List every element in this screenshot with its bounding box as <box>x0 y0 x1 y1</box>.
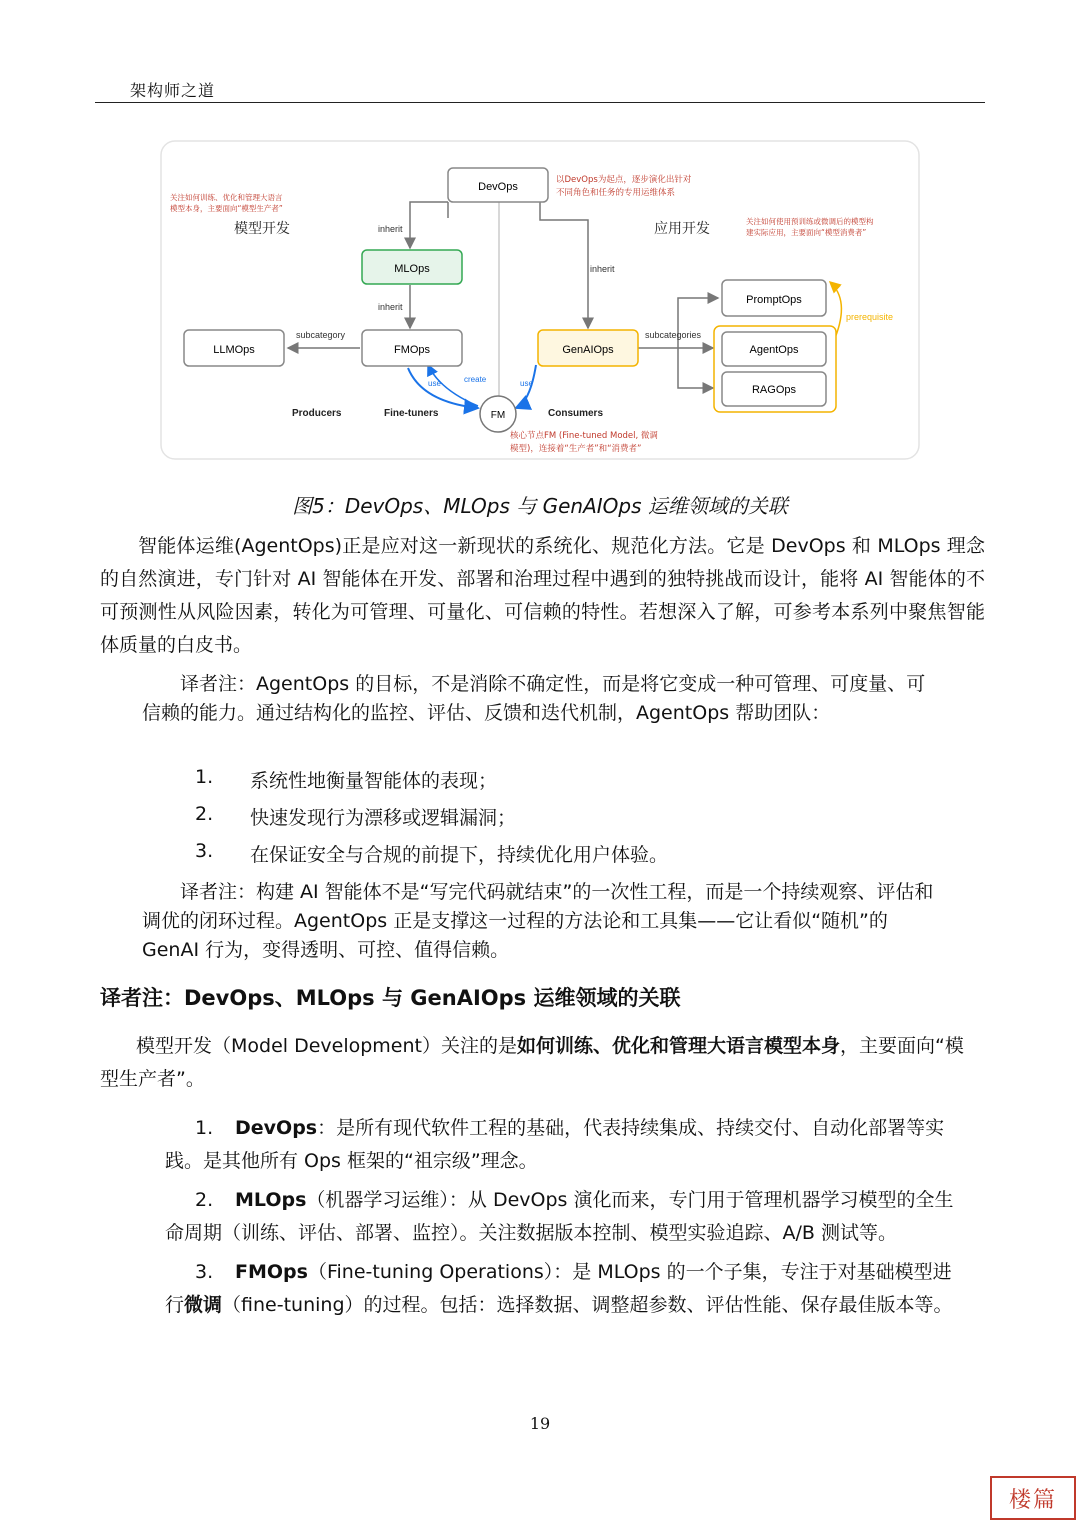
node-genaiops <box>538 330 638 366</box>
list-item: 3. 在保证安全与合规的前提下，持续优化用户体验。 <box>195 840 669 866</box>
label-producers: Producers <box>292 408 342 419</box>
edge-label-create: create <box>464 375 487 384</box>
node-fm <box>480 396 516 432</box>
annotation-left-1: 关注如何训练、优化和管理大语言 <box>170 193 283 202</box>
region-app-dev: 应用开发 <box>654 221 710 237</box>
ops-relationship-diagram <box>160 140 920 460</box>
definition-devops: 1. DevOps：是所有现代软件工程的基础，代表持续集成、持续交付、自动化部署等实践。是其他所有 Ops 框架的“祖宗级”理念。 <box>165 1117 945 1172</box>
annotation-bottom-1: 核心节点FM (Fine-tuned Model, 微调 <box>510 431 658 441</box>
list-item: 1. 系统性地衡量智能体的表现； <box>195 766 498 792</box>
svg-text:RAGOps: RAGOps <box>751 384 797 396</box>
svg-text:AgentOps: AgentOps <box>749 344 799 356</box>
model-dev-paragraph: 模型开发（Model Development）关注的是如何训练、优化和管理大语言模型本身，主要面向“模型生产者”。 <box>100 1035 964 1090</box>
edge-label-prerequisite: prerequisite <box>846 312 894 322</box>
edge-label-subcategory: subcategory <box>296 330 346 340</box>
svg-text:GenAIOps: GenAIOps <box>562 344 614 356</box>
svg-text:PromptOps: PromptOps <box>746 294 802 306</box>
paragraph-agentops: 智能体运维(AgentOps)正是应对这一新现状的系统化、规范化方法。它是 DevOps 和 MLOps 理念的自然演进，专门针对 AI 智能体在开发、部署和治理过程中遇到的独特挑战而设计，能将 AI 智能体的不可预测性从风险因素，转化为可管理、可量化、可信赖的特性。若想深入了解，可参考本系列中聚焦智能体质量的白皮书。 <box>100 535 985 656</box>
edge-label-use-left: use <box>428 379 441 388</box>
node-devops <box>448 168 548 202</box>
edge-label-inherit-1: inherit <box>378 224 403 234</box>
running-header: 架构师之道 <box>130 81 216 100</box>
svg-text:DevOps: DevOps <box>478 181 518 193</box>
annotation-right-1: 关注如何使用预训练或微调后的模型构 <box>746 217 874 226</box>
region-model-dev: 模型开发 <box>234 221 290 237</box>
agentops-benefits-list <box>195 766 668 877</box>
label-finetuners: Fine-tuners <box>384 408 439 419</box>
node-agentops <box>722 332 826 366</box>
svg-text:FMOps: FMOps <box>393 344 431 356</box>
annotation-left-2: 模型本身，主要面向“模型生产者” <box>170 204 283 213</box>
page-number: 19 <box>529 1414 551 1433</box>
label-consumers: Consumers <box>548 408 604 419</box>
annotation-bottom-2: 模型)，连接着“生产者”和“消费者” <box>510 444 642 454</box>
node-llmops <box>184 330 284 366</box>
node-mlops <box>362 250 462 284</box>
annotation-top-2: 不同角色和任务的专用运维体系 <box>556 188 676 198</box>
node-promptops <box>722 280 826 316</box>
svg-text:FM: FM <box>490 410 506 421</box>
svg-text:MLOps: MLOps <box>394 263 430 275</box>
node-fmops <box>362 330 462 366</box>
list-item: 2. 快速发现行为漂移或逻辑漏洞； <box>195 803 517 829</box>
publisher-seal: 楼篇 <box>990 1476 1076 1520</box>
section-title: 译者注：DevOps、MLOps 与 GenAIOps 运维领域的关联 <box>100 986 681 1010</box>
translator-note-1: 译者注：AgentOps 的目标，不是消除不确定性，而是将它变成一种可管理、可度量、可信赖的能力。通过结构化的监控、评估、反馈和迭代机制，AgentOps 帮助团队： <box>142 673 926 724</box>
definition-fmops: 3. FMOps（Fine-tuning Operations）：是 MLOps 的一个子集，专注于对基础模型进行微调（fine-tuning）的过程。包括：选择数据、调整超参数、评估性能、保存最佳版本等。 <box>165 1261 953 1316</box>
edge-label-subcategories: subcategories <box>645 330 702 340</box>
definition-mlops: 2. MLOps（机器学习运维）：从 DevOps 演化而来，专门用于管理机器学习模型的全生命周期（训练、评估、部署、监控）。关注数据版本控制、模型实验追踪、A/B 测试等。 <box>165 1189 954 1244</box>
header-rule <box>95 102 985 103</box>
svg-text:LLMOps: LLMOps <box>213 344 255 356</box>
node-ragops <box>722 372 826 406</box>
annotation-top-1: 以DevOps为起点，逐步演化出针对 <box>556 175 692 185</box>
ops-definitions-list <box>165 1112 965 1328</box>
translator-note-2: 译者注：构建 AI 智能体不是“写完代码就结束”的一次性工程，而是一个持续观察、评估和调优的闭环过程。AgentOps 正是支撑这一过程的方法论和工具集——它让看似“随机”的 GenAI 行为，变得透明、可控、值得信赖。 <box>142 881 934 961</box>
edge-label-inherit-2: inherit <box>378 302 403 312</box>
figure-caption: 图5：DevOps、MLOps 与 GenAIOps 运维领域的关联 <box>292 494 788 518</box>
edge-label-use-right: use <box>520 379 533 388</box>
annotation-right-2: 建实际应用，主要面向“模型消费者” <box>746 228 867 237</box>
edge-label-inherit-3: inherit <box>590 264 615 274</box>
